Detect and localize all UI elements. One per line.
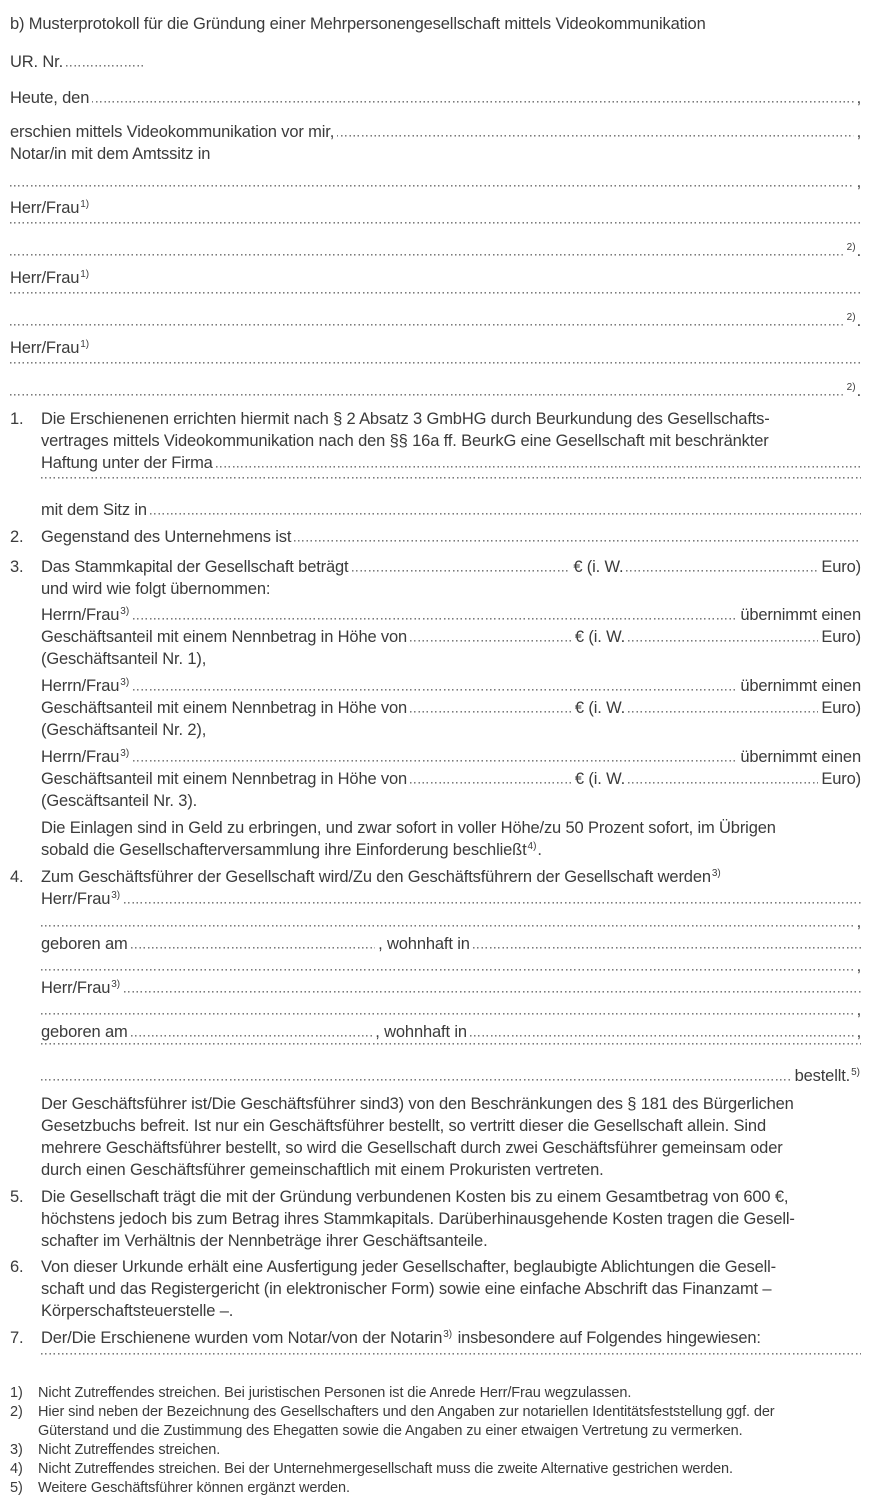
text-segment: übernimmt einen (740, 606, 861, 624)
dotted-blank-field (216, 466, 861, 468)
dotted-blank-field (92, 101, 853, 103)
dotted-blank-field (473, 947, 861, 949)
dotted-blank-field (10, 394, 843, 396)
text-segment: . (856, 312, 861, 330)
dotted-blank-field (133, 618, 737, 620)
footnote-ref: 3) (111, 890, 121, 901)
item-number: 4. (10, 868, 24, 886)
footnote-ref: 3) (120, 677, 130, 688)
text-segment: erschien mittels Videokommunikation vor mir, (10, 123, 335, 141)
text-segment: , (856, 123, 861, 141)
footnote-body (38, 1460, 861, 1479)
list-item-1 (10, 408, 861, 521)
item4-gf1-name-field (41, 888, 861, 910)
item4-vertretung-text-3 (41, 1137, 861, 1159)
footnote-4 (10, 1460, 861, 1479)
text-segment: Zum Geschäftsführer der Gesellschaft wird/Zu den Geschäftsführern der Gesellschaft werden (41, 868, 711, 886)
item4-gf2-geboren-field (41, 1021, 861, 1043)
text-segment: . (856, 242, 861, 260)
list-item-7 (10, 1327, 861, 1375)
item4-gf1-geboren-field (41, 933, 861, 955)
text-segment: Herrn/Frau (41, 748, 120, 766)
text-segment: Herrn/Frau (41, 606, 120, 624)
text-segment: UR. Nr. (10, 53, 64, 71)
text-segment: bestellt. (794, 1067, 851, 1085)
list-item-2 (10, 526, 861, 548)
footnote-ref: 2) (846, 242, 856, 253)
person-2-label (10, 267, 861, 289)
text-segment: schaft und das Registergericht (in elektronischer Form) sowie eine einfache Abschrift das Finanzamt – (41, 1280, 772, 1298)
dotted-blank-field (133, 689, 737, 691)
text-segment: , wohnhaft in (375, 1023, 467, 1041)
heute-den-line (10, 87, 861, 109)
text-segment: Herr/Frau (10, 199, 80, 217)
text-segment: Euro) (821, 770, 861, 788)
footnote-ref: 1) (80, 269, 90, 280)
dotted-blank-field (294, 540, 861, 542)
text-segment: insbesondere auf Folgendes hingewiesen: (453, 1329, 761, 1347)
text-segment: Der/Die Erschienene wurden vom Notar/von der Notarin (41, 1329, 443, 1347)
footnote-ref: 5) (851, 1067, 860, 1078)
dotted-blank-field (626, 570, 818, 572)
item3-stammkapital-field (41, 556, 861, 578)
text-segment: € (i. W. (574, 628, 626, 646)
item6-text-3 (41, 1300, 861, 1322)
text-segment: sobald die Gesellschafterversammlung ihre Einforderung beschließt (41, 841, 527, 859)
text-segment: mehrere Geschäftsführer bestellt, so wird die Gesellschaft durch zwei Geschäftsführer gemeinsam oder (41, 1139, 783, 1157)
item3-share3-caption (41, 790, 861, 812)
footnote-3 (10, 1441, 861, 1460)
ur-nr-line (10, 51, 861, 73)
footnote-ref: 3) (120, 748, 130, 759)
text-segment: , (856, 957, 861, 975)
item1-firma-field (41, 452, 861, 474)
footnote-text-line: Nicht Zutreffendes streichen. (38, 1442, 221, 1458)
item4-bestellt-line (41, 1065, 861, 1087)
item-body (41, 1186, 861, 1252)
text-segment: b) Musterprotokoll für die Gründung einer Mehrpersonengesellschaft mittels Videokommunikation (10, 15, 706, 33)
footnote-number: 2) (10, 1404, 23, 1420)
dotted-blank-field (41, 1013, 854, 1015)
dotted-blank-field (410, 782, 572, 784)
item4-vertretung-text-2 (41, 1115, 861, 1137)
item-body (41, 556, 861, 861)
text-segment: Euro) (821, 628, 861, 646)
text-segment: € (i. W. (574, 770, 626, 788)
text-segment: (Geschäftsanteil Nr. 2), (41, 721, 207, 739)
footnote-1 (10, 1384, 861, 1403)
item6-text-2 (41, 1278, 861, 1300)
text-segment: Das Stammkapital der Gesellschaft beträgt (41, 558, 349, 576)
footnote-ref: 2) (846, 382, 856, 393)
item1-firma-blank (41, 477, 861, 499)
dotted-blank-field (628, 640, 818, 642)
item3-share2-caption (41, 719, 861, 741)
text-segment: mit dem Sitz in (41, 501, 147, 519)
dotted-blank-field (41, 925, 854, 927)
text-segment: Gegenstand des Unternehmens ist (41, 528, 292, 546)
footnote-ref: 3) (120, 606, 130, 617)
person-3-label (10, 337, 861, 359)
item-body (41, 408, 861, 521)
footnote-ref: 2) (846, 312, 856, 323)
text-segment: Die Einlagen sind in Geld zu erbringen, und zwar sofort in voller Höhe/zu 50 Prozent sofort, im Übrigen (41, 819, 776, 837)
item-number: 6. (10, 1258, 24, 1276)
dotted-blank-field (10, 324, 843, 326)
dotted-blank-field (470, 1035, 854, 1037)
footnotes (10, 1384, 861, 1498)
list-item-4 (10, 866, 861, 1181)
item5-text-1 (41, 1186, 861, 1208)
text-segment: Von dieser Urkunde erhält eine Ausfertigung jeder Gesellschafter, beglaubigte Ablichtungen die Gesell- (41, 1258, 777, 1276)
text-segment: € (i. W. (574, 699, 626, 717)
text-segment: Geschäftsanteil mit einem Nennbetrag in Höhe von (41, 770, 408, 788)
person-1-blank-2 (10, 240, 861, 262)
item5-text-3 (41, 1230, 861, 1252)
item5-text-2 (41, 1208, 861, 1230)
text-segment: übernimmt einen (740, 748, 861, 766)
text-segment: Haftung unter der Firma (41, 454, 213, 472)
text-segment: Euro) (821, 699, 861, 717)
text-segment: Herr/Frau (41, 979, 111, 997)
text-segment: Gesetzbuchs befreit. Ist nur ein Geschäftsführer bestellt, so vertritt dieser die Gesellschaft allein. Sind (41, 1117, 766, 1135)
item4-intro (41, 866, 861, 888)
document-title (10, 13, 861, 35)
dotted-blank-field (410, 640, 572, 642)
document-page (10, 13, 861, 1500)
dotted-blank-field (41, 1353, 861, 1355)
item4-blank (41, 1043, 861, 1065)
item3-share3-name-field (41, 746, 861, 768)
document-header (10, 13, 861, 402)
dotted-blank-field (133, 760, 737, 762)
text-segment: Die Gesellschaft trägt die mit der Gründung verbundenen Kosten bis zu einem Gesamtbetrag von 600 €, (41, 1188, 789, 1206)
dotted-blank-field (10, 185, 854, 187)
dotted-blank-field (10, 362, 861, 364)
item-number: 7. (10, 1329, 24, 1347)
dotted-blank-field (150, 513, 861, 515)
item6-text-1 (41, 1256, 861, 1278)
amtssitz-blank-line (10, 171, 861, 193)
item1-sitz-field (41, 499, 861, 521)
item3-share2-name-field (41, 675, 861, 697)
footnote-2 (10, 1403, 861, 1441)
item-body (41, 866, 861, 1181)
text-segment: durch einen Geschäftsführer gemeinschaftlich mit einem Prokuristen vertreten. (41, 1161, 604, 1179)
text-segment: , (856, 89, 861, 107)
item3-share2-amount-field (41, 697, 861, 719)
footnote-5 (10, 1479, 861, 1498)
item3-share3-amount-field (41, 768, 861, 790)
footnote-number: 3) (10, 1442, 23, 1458)
footnote-text-line: Weitere Geschäftsführer können ergänzt werden. (38, 1480, 350, 1496)
dotted-blank-field (66, 65, 146, 67)
footnote-ref: 3) (711, 868, 721, 879)
dotted-blank-field (10, 222, 861, 224)
item4-gf2-name-field (41, 977, 861, 999)
item-number: 1. (10, 410, 24, 428)
footnote-text-line: Hier sind neben der Bezeichnung des Gesellschafters und den Angaben zur notariellen Identitätsfeststellung ggf. der (38, 1404, 775, 1420)
notar-line (10, 143, 861, 165)
text-segment: übernimmt einen (740, 677, 861, 695)
dotted-blank-field (41, 1079, 792, 1081)
text-segment: geboren am (41, 1023, 128, 1041)
item4-gf1-name-blank (41, 911, 861, 933)
dotted-blank-field (41, 477, 861, 479)
dotted-blank-field (337, 135, 853, 137)
list-item-6 (10, 1256, 861, 1322)
text-segment: Körperschaftsteuerstelle –. (41, 1302, 234, 1320)
list-item-5 (10, 1186, 861, 1252)
text-segment: , (856, 913, 861, 931)
item-body (41, 526, 861, 548)
text-segment: und wird wie folgt übernommen: (41, 580, 271, 598)
text-segment: . (537, 841, 542, 859)
footnote-number: 5) (10, 1480, 23, 1496)
dotted-blank-field (352, 570, 571, 572)
dotted-blank-field (124, 902, 861, 904)
footnote-body (38, 1441, 861, 1460)
text-segment: Herr/Frau (10, 269, 80, 287)
text-segment: € (i. W. (573, 558, 624, 576)
footnote-number: 4) (10, 1461, 23, 1477)
text-segment: Die Erschienenen errichten hiermit nach § 2 Absatz 3 GmbHG durch Beurkundung des Gesellschafts- (41, 410, 770, 428)
footnote-ref: 4) (527, 841, 537, 852)
footnote-body (38, 1384, 861, 1403)
item7-blank (41, 1353, 861, 1375)
item1-text-2 (41, 430, 861, 452)
item-number: 5. (10, 1188, 24, 1206)
dotted-blank-field (41, 1043, 861, 1045)
item1-text-1 (41, 408, 861, 430)
text-segment: Notar/in mit dem Amtssitz in (10, 145, 211, 163)
text-segment: (Gescäftsanteil Nr. 3). (41, 792, 198, 810)
text-segment: , (856, 1023, 861, 1041)
dotted-blank-field (131, 1035, 373, 1037)
item-number: 2. (10, 528, 24, 546)
text-segment: , wohnhaft in (378, 935, 470, 953)
footnote-ref: 3) (111, 979, 121, 990)
item-body (41, 1327, 861, 1375)
erschien-line (10, 121, 861, 143)
footnote-ref: 3) (443, 1329, 453, 1340)
item3-einlagen-text-2 (41, 839, 861, 861)
dotted-blank-field (10, 292, 861, 294)
dotted-blank-field (41, 969, 854, 971)
text-segment: Der Geschäftsführer ist/Die Geschäftsführer sind3) von den Beschränkungen des § 181 des Bürgerlichen (41, 1095, 794, 1113)
item3-text-2 (41, 578, 861, 600)
person-2-blank-2 (10, 310, 861, 332)
text-segment: höchstens jedoch bis zum Betrag ihres Stammkapitals. Darüberhinausgehende Kosten tragen die Gesell- (41, 1210, 795, 1228)
dotted-blank-field (10, 254, 843, 256)
dotted-blank-field (628, 711, 818, 713)
dotted-blank-field (124, 991, 861, 993)
item3-share1-name-field (41, 604, 861, 626)
item2-gegenstand-field (41, 526, 861, 548)
item-number: 3. (10, 558, 24, 576)
item-body (41, 1256, 861, 1322)
text-segment: Herr/Frau (41, 890, 111, 908)
item3-einlagen-text-1 (41, 817, 861, 839)
item7-text-1 (41, 1327, 861, 1349)
item3-share1-caption (41, 648, 861, 670)
text-segment: vertrages mittels Videokommunikation nach den §§ 16a ff. BeurkG eine Gesellschaft mit beschränkter (41, 432, 769, 450)
footnote-body (38, 1403, 861, 1441)
numbered-items (10, 408, 861, 1375)
footnote-ref: 1) (80, 199, 90, 210)
footnote-text-line: Güterstand und die Zustimmung des Ehegatten sowie die Angaben zu einer etwaigen Vertretung zu vermerken. (38, 1423, 743, 1439)
text-segment: Heute, den (10, 89, 90, 107)
dotted-blank-field (131, 947, 376, 949)
text-segment: (Geschäftsanteil Nr. 1), (41, 650, 207, 668)
text-segment: Herrn/Frau (41, 677, 120, 695)
item4-gf2-name-blank (41, 999, 861, 1021)
text-segment: geboren am (41, 935, 128, 953)
footnote-ref: 1) (80, 339, 90, 350)
dotted-blank-field (628, 782, 818, 784)
text-segment: Euro) (821, 558, 861, 576)
text-segment: Geschäftsanteil mit einem Nennbetrag in Höhe von (41, 628, 408, 646)
footnote-text-line: Nicht Zutreffendes streichen. Bei der Unternehmergesellschaft muss die zweite Alternative gestrichen werden. (38, 1461, 733, 1477)
footnote-number: 1) (10, 1385, 23, 1401)
text-segment: . (856, 382, 861, 400)
footnote-body (38, 1479, 861, 1498)
item4-gf1-wohnort-blank (41, 955, 861, 977)
item4-vertretung-text-4 (41, 1159, 861, 1181)
person-3-blank-2 (10, 380, 861, 402)
text-segment: schafter im Verhältnis der Nennbeträge ihrer Geschäftsanteile. (41, 1232, 488, 1250)
text-segment: Herr/Frau (10, 339, 80, 357)
person-1-label (10, 197, 861, 219)
item3-share1-amount-field (41, 626, 861, 648)
text-segment: , (856, 173, 861, 191)
footnote-text-line: Nicht Zutreffendes streichen. Bei juristischen Personen ist die Anrede Herr/Frau wegzulassen. (38, 1385, 632, 1401)
text-segment: , (856, 1001, 861, 1019)
list-item-3 (10, 556, 861, 861)
text-segment: Geschäftsanteil mit einem Nennbetrag in Höhe von (41, 699, 408, 717)
item4-vertretung-text-1 (41, 1093, 861, 1115)
dotted-blank-field (410, 711, 572, 713)
